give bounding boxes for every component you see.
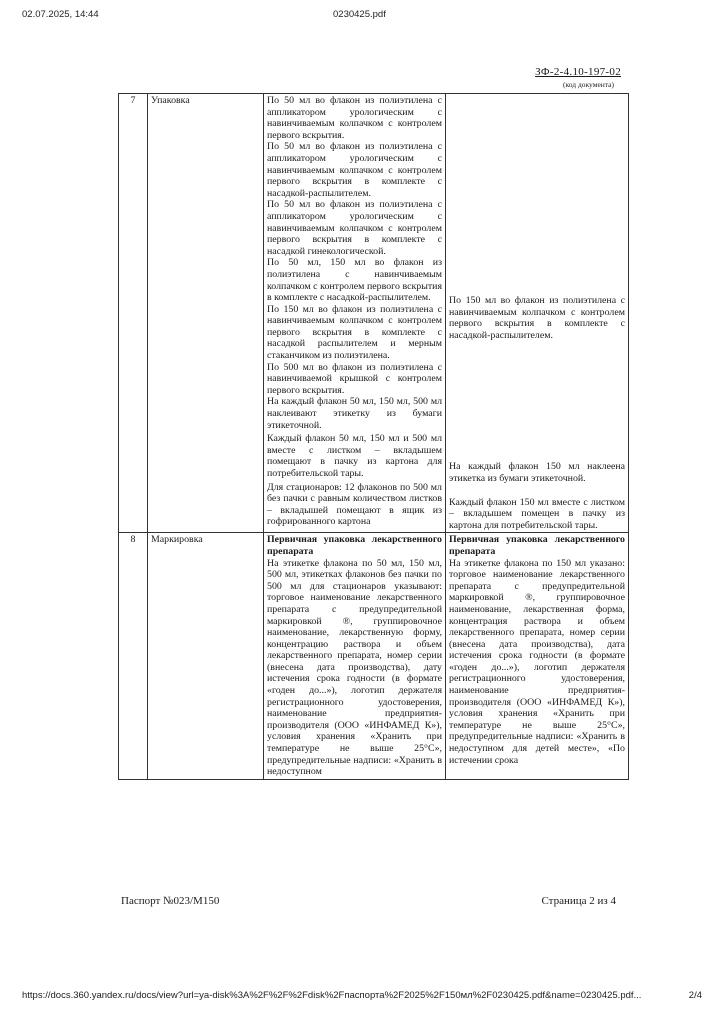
row-name: Маркировка (148, 533, 264, 779)
packaging-new-paragraph: На каждый флакон 150 мл наклеена этикетка из бумаги этикеточной. (449, 461, 625, 484)
row-number: 8 (119, 533, 148, 779)
marking-new-title: Первичная упаковка лекарственного препарата (449, 534, 625, 557)
packaging-old-paragraph: По 150 мл во флакон из полиэтилена с навинчиваемым колпачком с контролем первого вскрытия в комплекте с насадкой распылителем и мерным стаканчиком из полиэтилена. (267, 303, 442, 362)
row-name: Упаковка (148, 94, 264, 533)
packaging-old-paragraph: Каждый флакон 50 мл, 150 мл и 500 мл вместе с листком – вкладышем помещают в пачку из картона для потребительской тары. (267, 433, 442, 479)
marking-old-title: Первичная упаковка лекарственного препарата (267, 534, 442, 557)
packaging-old-paragraph: На каждый флакон 50 мл, 150 мл, 500 мл наклеивают этикетку из бумаги этикеточной. (267, 396, 442, 431)
row-number: 7 (119, 94, 148, 533)
packaging-old (264, 94, 446, 533)
page-number: Страница 2 из 4 (541, 895, 616, 907)
marking-new (446, 533, 629, 779)
print-page-counter: 2/4 (688, 990, 702, 1001)
packaging-old-paragraph: По 50 мл во флакон из полиэтилена с аппликатором урологическим с навинчиваемым колпачком с контролем первого вскрытия в комплекте с насадкой-распылителем. (267, 141, 442, 199)
table-row (119, 94, 629, 533)
print-url: https://docs.360.yandex.ru/docs/view?url=ya-disk%3A%2F%2F%2Fdisk%2Fпаспорта%2F2025%2F150мл%2F0230425.pdf&name=0230425.pdf... (22, 990, 642, 1001)
packaging-old-paragraph: Для стационаров: 12 флаконов по 500 мл без пачки с равным количеством листков – вкладышей помещают в ящик из гофрированного картона (267, 481, 442, 528)
passport-number: Паспорт №023/М150 (121, 895, 220, 907)
document-code: ЗФ-2-4.10-197-02 (535, 66, 621, 78)
document-code-label: (код документа) (562, 80, 614, 89)
packaging-old-paragraph: По 500 мл во флакон из полиэтилена с навинчиваемой крышкой с контролем первого вскрытия. (267, 361, 442, 396)
marking-new-text: На этикетке флакона по 150 мл указано: торговое наименование лекарственного препарата с предупредительной маркировкой ®, группировочное наименование, лекарственная форма, концентрация раствора и объем лекарственного препарата, номер серии (внесена дата производства), дата истечения срока годности (в формате «годен до...»), логотип держателя регистрационного удостоверения, наименование предприятия-производителя (ООО «ИНФАМЕД К»), условия хранения «Хранить при температуре не выше 25°С», предупредительные надписи: «Хранить в недоступном для детей месте», «По истечении срока (449, 557, 625, 766)
packaging-old-paragraph: По 50 мл, 150 мл во флакон из полиэтилена с навинчиваемым колпачком с контролем первого вскрытия в комплекте с насадкой-распылителем. (267, 257, 442, 304)
packaging-old-paragraph: По 50 мл во флакон из полиэтилена с аппликатором урологическим с навинчиваемым колпачком с контролем первого вскрытия. (267, 95, 442, 141)
passport-table (118, 93, 629, 780)
marking-old (264, 533, 446, 779)
table-row (119, 533, 629, 779)
packaging-old-paragraph: По 50 мл во флакон из полиэтилена с аппликатором урологическим с навинчиваемым колпачком с контролем первого вскрытия в комплекте с насадкой гинекологической. (267, 199, 442, 257)
print-datetime: 02.07.2025, 14:44 (22, 9, 99, 20)
marking-old-text: На этикетке флакона по 50 мл, 150 мл, 500 мл, этикетках флаконов без пачки по 500 мл для стационаров указывают: торговое наименование лекарственного препарата с предупредительной маркировкой ®, группировочное наименование, лекарственную форму, концентрацию раствора и объем лекарственного препарата, номер серии (внесена дата производства), дату истечения срока годности (в формате «годен до...»), логотип держателя регистрационного удостоверения, наименование предприятия-производителя (ООО «ИНФАМЕД К»), условия хранения «Хранить при температуре не выше 25°С», предупредительные надписи: «Хранить в недоступном (267, 557, 442, 778)
packaging-new-paragraph: По 150 мл во флакон из полиэтилена с навинчиваемым колпачком с контролем первого вскрытия в комплекте с насадкой-распылителем. (449, 295, 625, 341)
print-filename: 0230425.pdf (333, 9, 386, 20)
packaging-new-paragraph: Каждый флакон 150 мл вместе с листком – вкладышем помещен в пачку из картона для потребительской тары. (449, 496, 625, 531)
packaging-new (446, 94, 629, 533)
